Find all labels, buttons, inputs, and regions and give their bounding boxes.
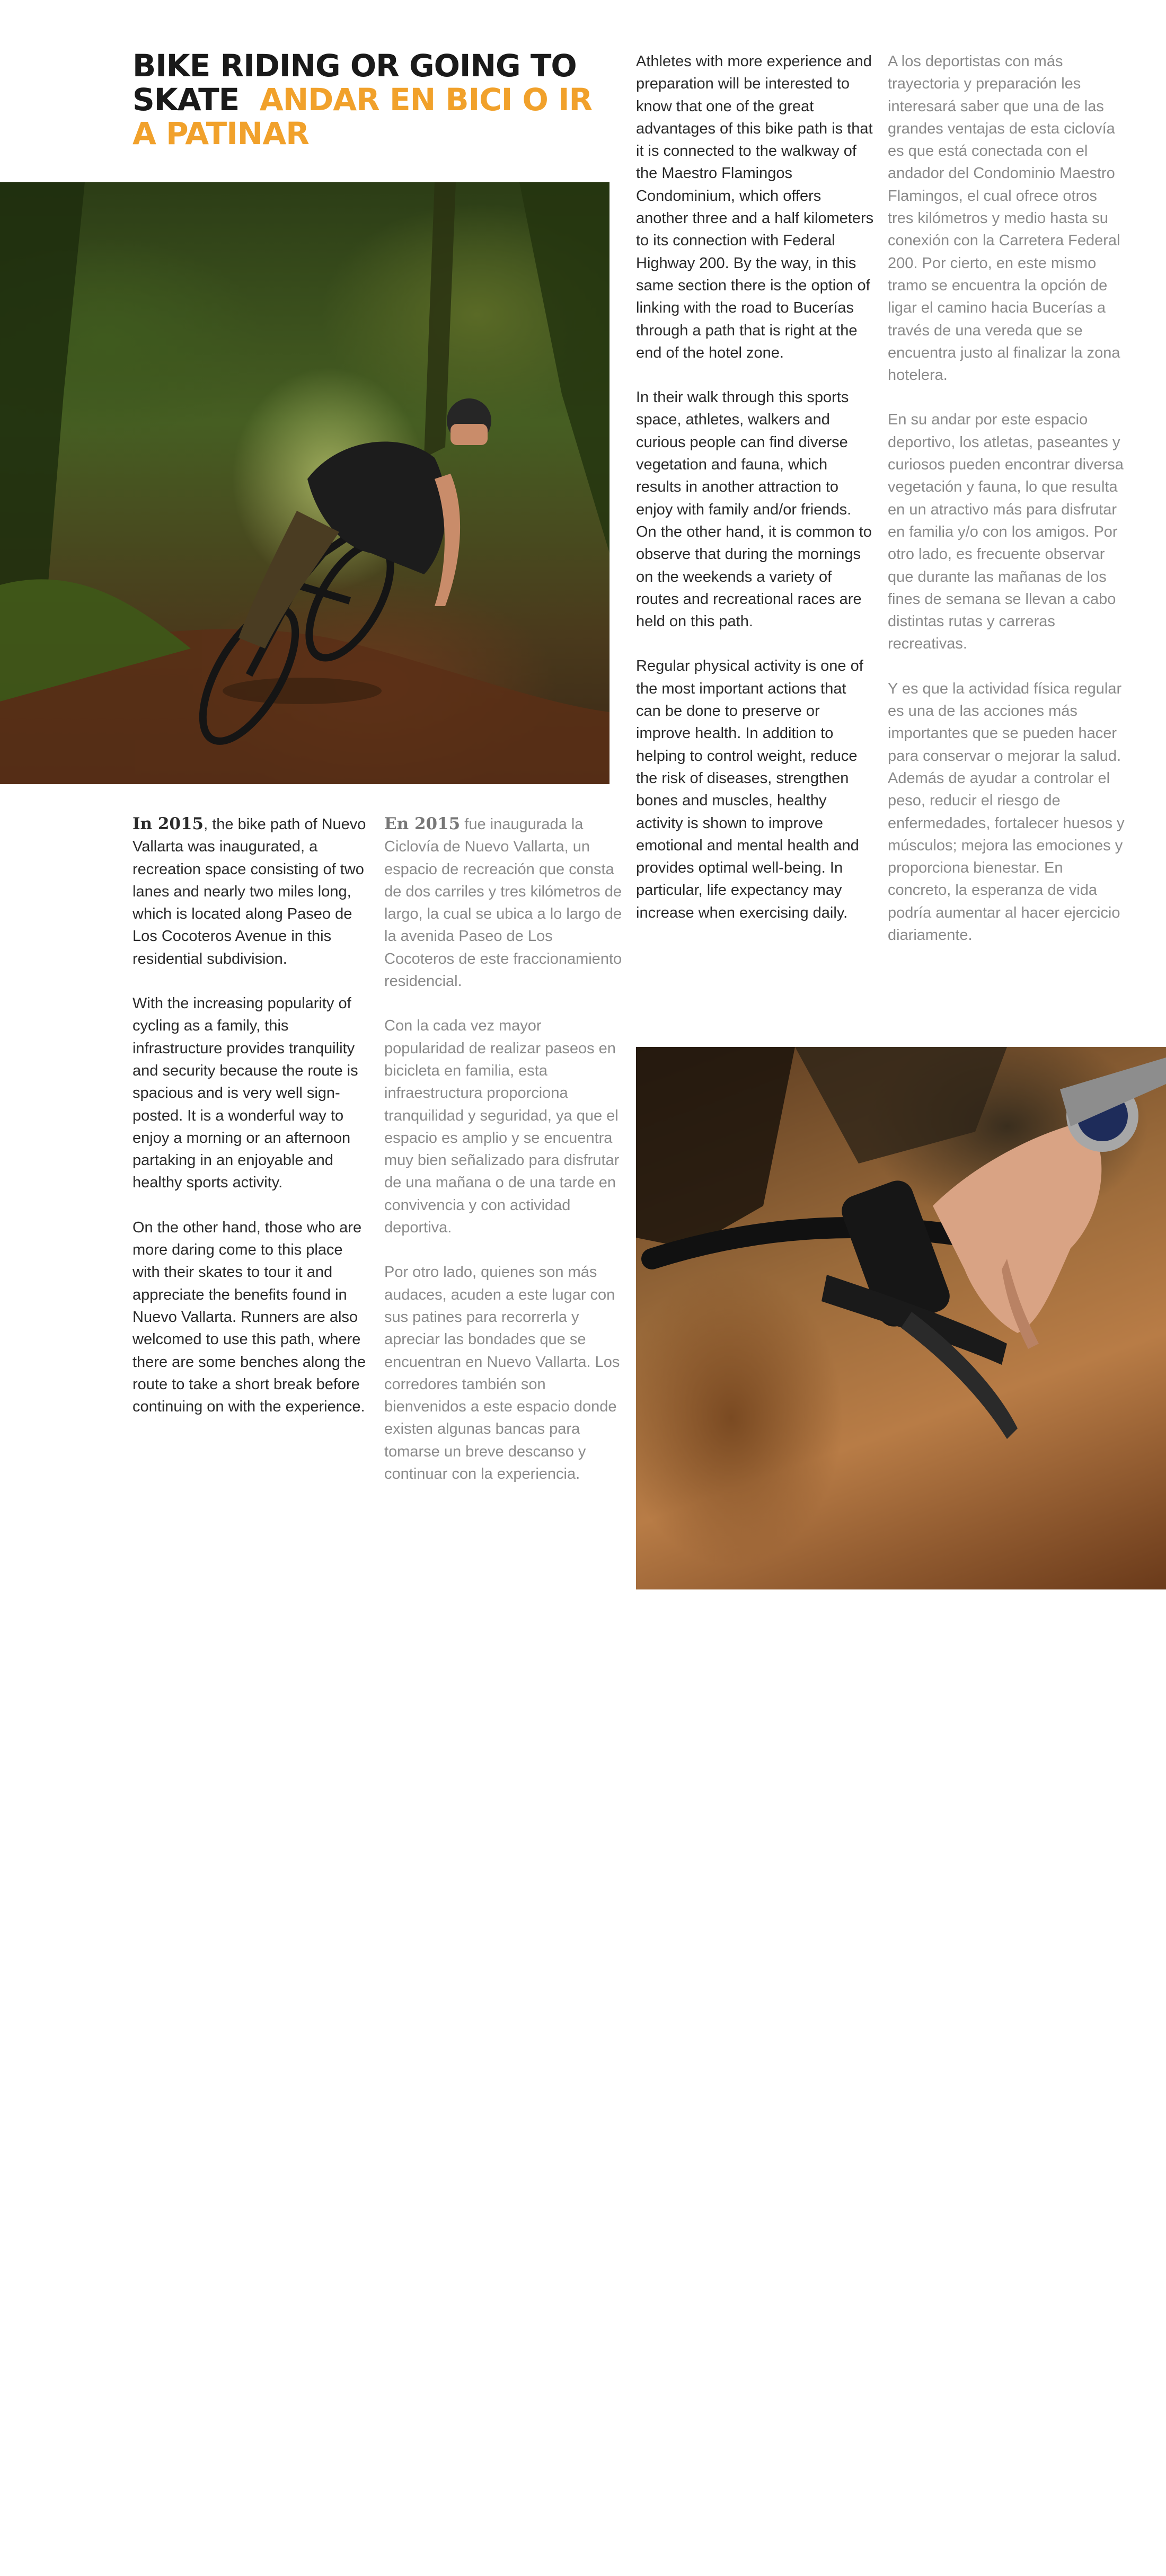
spanish-paragraph-6: Y es que la actividad física regular es una de las acciones más importantes que se pueden hacer para conservar o mejorar la salud. Además de ayudar a controlar el peso, reducir el riesgo de enfermedades, fortalecer huesos y músculos; mejora las emociones y proporciona bienestar. En concreto, la esperanza de vida podría aumentar al hacer ejercicio diariamente. <box>888 680 1125 944</box>
english-column-2 <box>636 50 874 924</box>
english-paragraph-1 <box>132 813 371 970</box>
article-title <box>132 49 620 150</box>
hand-on-handlebar-photo <box>636 1047 1166 2576</box>
spanish-paragraph-1 <box>384 813 623 992</box>
english-paragraph-2: With the increasing popularity of cycling as a family, this infrastructure provides tranquility and security because the route is spacious and is very well sign-posted. It is a wonderful way to enjoy a morning or an afternoon partaking in an enjoyable and healthy sports activity. <box>132 995 358 1192</box>
english-paragraph-4: Athletes with more experience and preparation will be interested to know that one of the great advantages of this bike path is that it is connected to the walkway of the Maestro Flamingos Condominium, which offers another three and a half kilometers to its connection with Federal Highway 200. By the way, in this same section there is the option of linking with the road to Bucerías through a path that is right at the end of the hotel zone. <box>636 53 874 361</box>
footer-issue: JULY - SEPTEMBER 2022 <box>935 2563 1082 2576</box>
spanish-paragraph-1-text: fue inaugurada la Ciclovía de Nuevo Vallarta, un espacio de recreación que consta de dos carriles y tres kilómetros de largo, la cual se ubica a lo largo de la avenida Paseo de Los Cocoteros de este fraccionamiento residencial. <box>384 816 622 990</box>
title-spanish: ANDAR EN BICI O IR A PATINAR <box>132 82 593 152</box>
english-paragraph-1-text: , the bike path of Nuevo Vallarta was inaugurated, a recreation space consisting of two lanes and nearly two miles long, which is located along Paseo de Los Cocoteros Avenue in this residential subdivision. <box>132 816 366 967</box>
english-paragraph-5: In their walk through this sports space, athletes, walkers and curious people can find diverse vegetation and fauna, which results in another attraction to enjoy with family and/or friends. On the other hand, it is common to observe that during the mornings on the weekends a variety of routes and recreational races are held on this path. <box>636 389 872 630</box>
english-lead-year: In 2015 <box>132 814 204 833</box>
spanish-lead-year: En 2015 <box>384 814 461 833</box>
english-column-1 <box>132 813 371 1418</box>
mountain-biker-photo <box>0 182 610 784</box>
spanish-paragraph-2: Con la cada vez mayor popularidad de realizar paseos en bicicleta en familia, esta infraestructura proporciona tranquilidad y seguridad, ya que el espacio es amplio y se encuentra muy bien señalizado para disfrutar de una mañana o de una tarde en convivencia y con actividad deportiva. <box>384 1017 620 1237</box>
spanish-paragraph-5: En su andar por este espacio deportivo, los atletas, paseantes y curiosos pueden encontrar diversa vegetación y fauna, lo que resulta en un atractivo más para disfrutar en familia y/o con los amigos. Por otro lado, es frecuente observar que durante las mañanas de los fines de semana se llevan a cabo distintas rutas y carreras recreativas. <box>888 411 1124 653</box>
footer-separator-1: | <box>925 2563 930 2576</box>
footer-website-link[interactable]: vallartalifestyles.com <box>799 2563 920 2576</box>
spanish-paragraph-4: A los deportistas con más trayectoria y preparación les interesará saber que una de las grandes ventajas de esta ciclovía es que está conectada con el andador del Condominio Maestro Flamingos, el cual ofrece otros tres kilómetros y medio hasta su conexión con la Carretera Federal 200. Por cierto, en este mismo tramo se encuentra la opción de ligar el camino hacia Bucerías a través de una vereda que se encuentra justo al finalizar la zona hotelera. <box>888 53 1120 384</box>
footer-separator-2: | <box>1088 2563 1092 2576</box>
handlebar-illustration <box>636 1047 1166 1589</box>
english-paragraph-3: On the other hand, those who are more daring come to this place with their skates to tour it and appreciate the benefits found in Nuevo Vallarta. Runners are also welcomed to use this path, where there are some benches along the route to take a short break before continuing on with the experience. <box>132 1219 366 1416</box>
title-english: BIKE RIDING OR GOING TO SKATE <box>132 48 577 118</box>
spanish-column-1 <box>384 813 623 1485</box>
english-paragraph-6: Regular physical activity is one of the most important actions that can be done to preserve or improve health. In addition to helping to control weight, reduce the risk of diseases, strengthen bones and muscles, healthy activity is shown to improve emotional and mental health and provides optimal well-being. In particular, life expectancy may increase when exercising daily. <box>636 658 863 921</box>
page-footer <box>799 2563 1112 2576</box>
spanish-column-2 <box>888 50 1126 946</box>
footer-page-number: 49 <box>1098 2563 1112 2576</box>
spanish-paragraph-3: Por otro lado, quienes son más audaces, acuden a este lugar con sus patines para recorrerla y apreciar las bondades que se encuentran en Nuevo Vallarta. Los corredores también son bienvenidos a este espacio donde existen algunas bancas para tomarse un breve descanso y continuar con la experiencia. <box>384 1264 620 1483</box>
mountain-biker-illustration <box>0 182 610 784</box>
